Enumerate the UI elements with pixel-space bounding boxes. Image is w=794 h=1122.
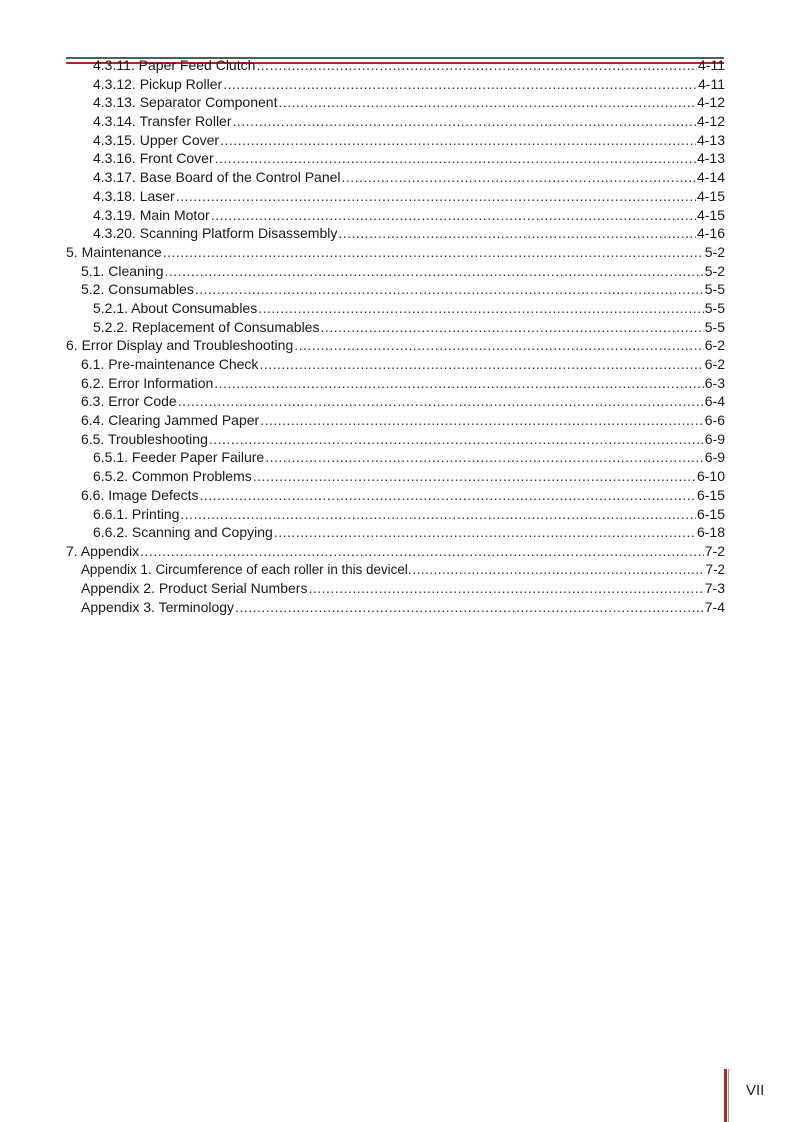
toc-entry-page: 6-18 — [696, 524, 725, 541]
toc-entry-title: 4.3.11. Paper Feed Clutch — [93, 57, 256, 73]
toc-entry-page: 4-11 — [698, 75, 725, 92]
toc-entry-title: Appendix 1. Circumference of each roller in this devicel. — [81, 561, 412, 577]
toc-entry[interactable] — [66, 374, 725, 393]
toc-entry[interactable] — [66, 206, 725, 225]
toc-entry-page: 5-5 — [704, 281, 725, 298]
toc-dot-leader — [294, 336, 704, 355]
toc-dot-leader — [308, 579, 703, 598]
toc-dot-leader — [256, 56, 697, 75]
toc-entry-title: 4.3.13. Separator Component — [93, 94, 278, 111]
toc-entry-page: 6-2 — [704, 356, 725, 372]
toc-dot-leader — [163, 243, 704, 262]
toc-entry[interactable] — [66, 486, 725, 505]
toc-dot-leader — [260, 411, 704, 430]
toc-entry-title: Appendix 2. Product Serial Numbers — [81, 580, 308, 597]
toc-dot-leader — [235, 598, 704, 617]
toc-entry[interactable] — [66, 262, 725, 281]
toc-entry[interactable] — [66, 75, 725, 94]
toc-entry-title: 4.3.15. Upper Cover — [93, 131, 220, 148]
toc-entry[interactable] — [66, 187, 725, 206]
toc-dot-leader — [338, 224, 696, 243]
toc-entry[interactable] — [66, 392, 725, 411]
toc-entry-title: 5.1. Cleaning — [81, 262, 164, 279]
toc-entry-title: 4.3.16. Front Cover — [93, 150, 214, 167]
toc-entry-title: 4.3.14. Transfer Roller — [93, 113, 232, 130]
toc-dot-leader — [223, 75, 697, 94]
toc-entry[interactable] — [66, 299, 725, 318]
toc-entry-page: 5-2 — [704, 262, 725, 279]
toc-entry-title: 7. Appendix — [66, 542, 140, 559]
footer-rule — [728, 1069, 729, 1122]
toc-entry-title: 4.3.18. Laser — [93, 187, 175, 204]
toc-entry-page: 6-15 — [696, 505, 725, 522]
toc-entry[interactable] — [66, 542, 725, 561]
toc-dot-leader — [265, 448, 704, 467]
toc-entry[interactable] — [66, 430, 725, 449]
toc-dot-leader — [220, 131, 696, 150]
toc-entry[interactable] — [66, 112, 725, 131]
toc-entry-page: 4-15 — [696, 187, 725, 204]
toc-entry-page: 6-6 — [704, 412, 725, 429]
toc-entry-page: 7-3 — [704, 580, 725, 597]
toc-entry-page: 6-2 — [704, 337, 725, 354]
toc-entry-title: 5.2.1. About Consumables — [93, 299, 258, 316]
toc-entry[interactable] — [66, 224, 725, 243]
toc-entry-page: 6-4 — [704, 393, 725, 410]
toc-entry[interactable] — [66, 168, 725, 187]
toc-entry-title: 4.3.12. Pickup Roller — [93, 75, 223, 92]
toc-dot-leader — [412, 561, 704, 580]
toc-entry-title: 6.3. Error Code — [81, 393, 177, 410]
toc-dot-leader — [180, 505, 696, 524]
page-number: VII — [746, 1082, 765, 1099]
toc-entry[interactable] — [66, 336, 725, 355]
toc-dot-leader — [176, 187, 696, 206]
toc-entry-page: 6-3 — [704, 374, 725, 391]
toc-entry-title: 4.3.17. Base Board of the Control Panel — [93, 169, 341, 186]
toc-dot-leader — [258, 299, 704, 318]
toc-entry[interactable] — [66, 561, 725, 580]
toc-entry-title: 5.2.2. Replacement of Consumables — [93, 318, 320, 335]
toc-entry-page: 4-12 — [696, 113, 725, 130]
toc-entry-page: 4-16 — [696, 225, 725, 242]
toc-entry[interactable] — [66, 56, 725, 75]
toc-entry-title: 6.1. Pre-maintenance Check — [81, 356, 259, 372]
toc-entry[interactable] — [66, 505, 725, 524]
toc-entry-page: 7-4 — [704, 598, 725, 615]
toc-entry-title: 6.2. Error Information — [81, 374, 214, 391]
toc-entry[interactable] — [66, 93, 725, 112]
toc-entry-title: 6.5.1. Feeder Paper Failure — [93, 449, 265, 466]
toc-dot-leader — [278, 93, 696, 112]
toc-dot-leader — [215, 149, 696, 168]
toc-entry-title: 6.6. Image Defects — [81, 486, 199, 503]
toc-entry-page: 5-5 — [704, 299, 725, 316]
toc-entry-title: 4.3.20. Scanning Platform Disassembly — [93, 225, 338, 242]
toc-entry-title: 6.5.2. Common Problems — [93, 468, 252, 485]
toc-entry-page: 5-2 — [704, 243, 725, 260]
toc-entry-page: 6-15 — [696, 486, 725, 503]
toc-entry-page: 4-12 — [696, 94, 725, 111]
toc-entry-page: 6-9 — [704, 430, 725, 447]
toc-dot-leader — [140, 542, 704, 561]
toc-entry-page: 4-13 — [696, 150, 725, 167]
toc-dot-leader — [320, 318, 703, 337]
toc-entry[interactable] — [66, 467, 725, 486]
toc-entry-title: 5.2. Consumables — [81, 281, 194, 298]
toc-entry-page: 6-9 — [704, 449, 725, 466]
toc-dot-leader — [195, 280, 704, 299]
toc-entry[interactable] — [66, 149, 725, 168]
toc-entry-page: 4-13 — [696, 131, 725, 148]
toc-entry[interactable] — [66, 523, 725, 542]
toc-entry-page: 4-15 — [696, 206, 725, 223]
toc-dot-leader — [274, 523, 696, 542]
toc-entry-page: 7-2 — [704, 542, 725, 559]
toc-entry[interactable] — [66, 318, 725, 337]
toc-dot-leader — [342, 168, 696, 187]
table-of-contents — [66, 56, 725, 617]
toc-entry-title: 5. Maintenance — [66, 243, 162, 260]
toc-dot-leader — [200, 486, 696, 505]
toc-entry-title: 6.4. Clearing Jammed Paper — [81, 412, 260, 429]
toc-entry-title: 4.3.19. Main Motor — [93, 206, 210, 223]
toc-entry-page: 4-11 — [698, 57, 725, 73]
toc-entry[interactable] — [66, 579, 725, 598]
toc-entry-page: 7-2 — [705, 561, 725, 577]
toc-entry[interactable] — [66, 448, 725, 467]
toc-dot-leader — [259, 355, 703, 374]
toc-entry[interactable] — [66, 411, 725, 430]
toc-entry[interactable] — [66, 243, 725, 262]
toc-entry-page: 6-10 — [696, 468, 725, 485]
toc-entry-title: 6.6.1. Printing — [93, 505, 180, 522]
toc-entry-title: 6. Error Display and Troubleshooting — [66, 337, 294, 354]
toc-dot-leader — [233, 112, 696, 131]
toc-entry[interactable] — [66, 131, 725, 150]
toc-entry-title: 6.5. Troubleshooting — [81, 430, 208, 447]
toc-entry-title: 6.6.2. Scanning and Copying — [93, 524, 273, 541]
toc-entry[interactable] — [66, 598, 725, 617]
footer-accent-bar — [724, 1069, 727, 1122]
toc-dot-leader — [165, 262, 704, 281]
toc-dot-leader — [214, 374, 703, 393]
toc-entry-page: 5-5 — [704, 318, 725, 335]
toc-entry[interactable] — [66, 355, 725, 374]
toc-dot-leader — [209, 430, 704, 449]
toc-dot-leader — [253, 467, 696, 486]
toc-entry[interactable] — [66, 280, 725, 299]
toc-dot-leader — [178, 392, 704, 411]
toc-entry-title: Appendix 3. Terminology — [81, 598, 235, 615]
toc-dot-leader — [211, 206, 696, 225]
toc-entry-page: 4-14 — [696, 169, 725, 186]
